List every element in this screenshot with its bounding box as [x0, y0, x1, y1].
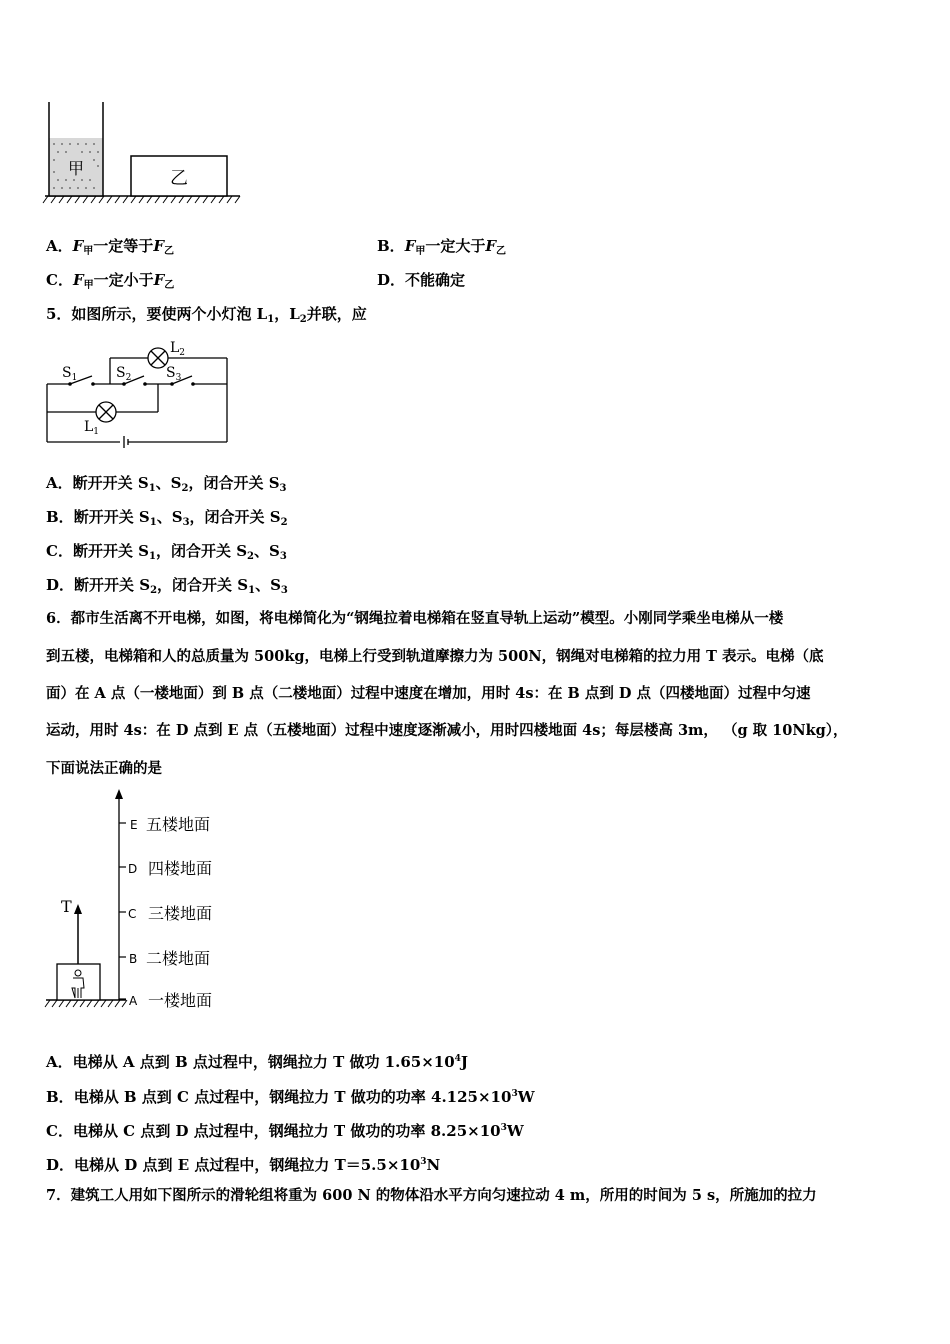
pt-c: C	[128, 907, 137, 921]
q6-option-d[interactable]: D．电梯从 D 点到 E 点过程中，钢绳拉力 $T=5.5\times 10^3N$	[46, 1156, 441, 1174]
label-l2: $L_2$	[170, 340, 186, 358]
q6-elevator-figure	[40, 786, 240, 1018]
label-yi: 乙	[170, 168, 188, 189]
q7-stem: 7．建筑工人用如下图所示的滑轮组将重为 600 N 的物体沿水平方向匀速拉动 4 m，所用的时间为 5 s，所施加的拉力	[46, 1187, 817, 1204]
q5-option-a[interactable]: A．断开开关 $S_1$、$S_2$，闭合开关 $S_3$	[46, 474, 287, 494]
q4-figure	[40, 100, 245, 210]
pt-b: B	[129, 952, 138, 966]
q5-circuit	[40, 338, 240, 453]
floor-5: 五楼地面	[146, 815, 211, 834]
q4-option-c[interactable]: C．$F_甲$一定小于$F_乙$	[46, 271, 175, 291]
floor-2: 二楼地面	[146, 949, 211, 968]
q4-option-a[interactable]: A．$F_甲$一定等于$F_乙$	[46, 237, 174, 257]
q4-option-b[interactable]: B．$F_甲$一定大于$F_乙$	[377, 237, 507, 257]
q6-stem-line-2: 到五楼，电梯箱和人的总质量为 500kg，电梯上行受到轨道摩擦力为 500N，钢绳对电梯箱的拉力用 T 表示。电梯（底	[46, 648, 824, 665]
label-s3: $S_3$	[166, 365, 182, 383]
pt-d: D	[128, 862, 138, 876]
pt-a: A	[129, 994, 138, 1008]
q6-stem-line-1: 6．都市生活离不开电梯，如图，将电梯简化为“钢绳拉着电梯箱在竖直导轨上运动”模型。小刚同学乘坐电梯从一楼	[46, 610, 784, 627]
floor-1: 一楼地面	[148, 991, 213, 1010]
label-s2: $S_2$	[116, 365, 132, 383]
q4-option-d[interactable]: D．不能确定	[377, 271, 466, 289]
label-jia: 甲	[67, 159, 85, 178]
q6-option-c[interactable]: C．电梯从 C 点到 D 点过程中，钢绳拉力 T 做功的功率 $8.25\times 10^3W$	[46, 1122, 524, 1140]
floor-4: 四楼地面	[148, 859, 213, 878]
q5-option-c[interactable]: C．断开开关 $S_1$，闭合开关 $S_2$、$S_3$	[46, 542, 287, 562]
q6-stem-line-5: 下面说法正确的是	[46, 760, 162, 777]
q5-option-d[interactable]: D．断开开关 $S_2$，闭合开关 $S_1$、$S_3$	[46, 576, 288, 596]
lamp-l2	[148, 348, 168, 368]
label-s1: $S_1$	[62, 365, 78, 383]
lamp-l1	[96, 402, 116, 422]
q5-stem: 5．如图所示，要使两个小灯泡 $L_1$，$L_2$并联，应	[46, 305, 367, 325]
q6-option-b[interactable]: B．电梯从 B 点到 C 点过程中，钢绳拉力 T 做功的功率 $4.125\times 10^3W$	[46, 1088, 535, 1106]
q6-stem-line-4: 运动，用时 4s：在 D 点到 E 点（五楼地面）过程中速度逐渐减小，用时四楼地面 4s；每层楼高 3m， （g 取 10Nkg），	[46, 722, 848, 739]
floor-3: 三楼地面	[148, 904, 213, 923]
label-t: T	[61, 897, 72, 916]
q5-option-b[interactable]: B．断开开关 $S_1$、$S_3$，闭合开关 $S_2$	[46, 508, 288, 528]
q6-option-a[interactable]: A．电梯从 A 点到 B 点过程中，钢绳拉力 T 做功 $1.65\times 10^4J$	[46, 1053, 469, 1071]
q6-stem-line-3: 面）在 A 点（一楼地面）到 B 点（二楼地面）过程中速度在增加，用时 4s：在 B 点到 D 点（四楼地面）过程中匀速	[46, 685, 811, 702]
label-l1: $L_1$	[84, 419, 100, 437]
pt-e: E	[130, 818, 138, 832]
